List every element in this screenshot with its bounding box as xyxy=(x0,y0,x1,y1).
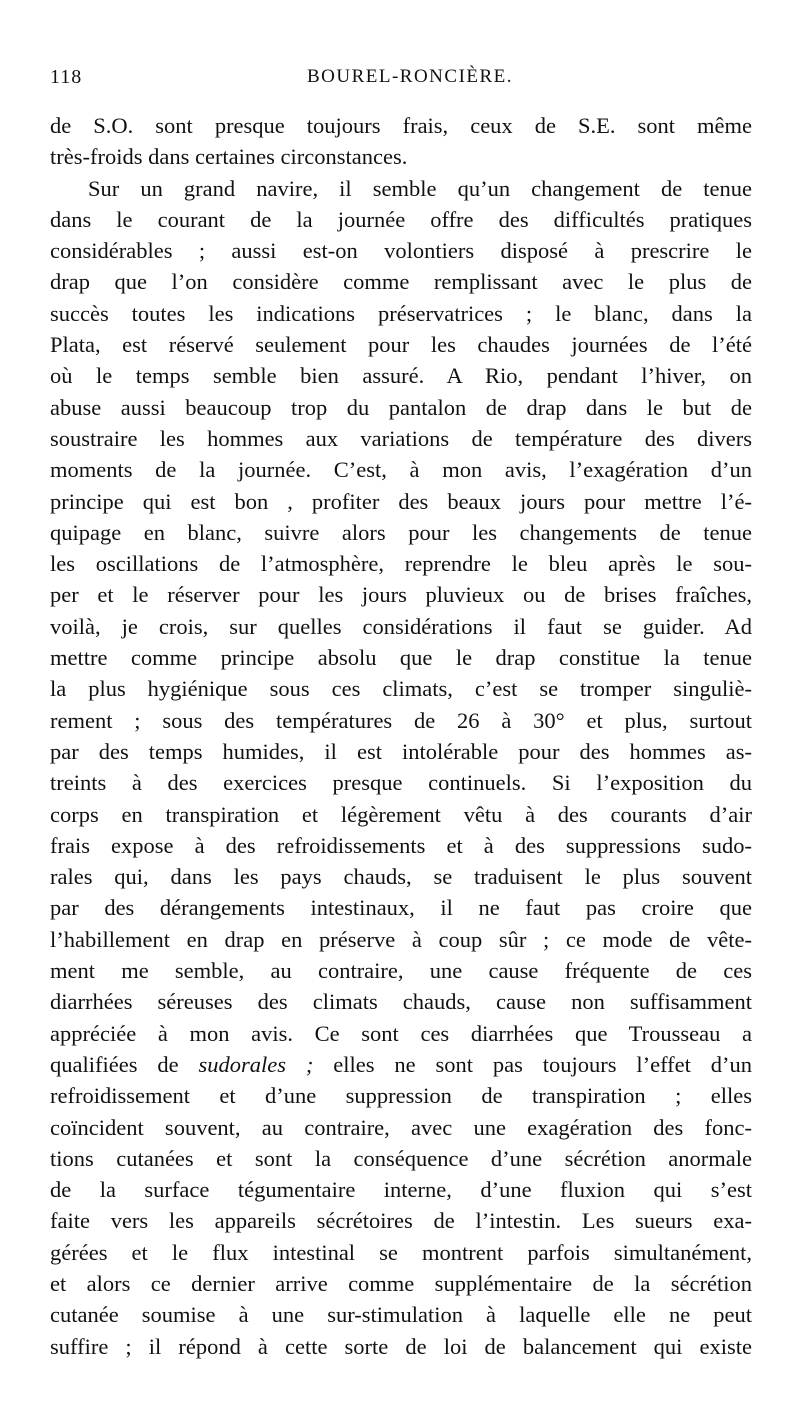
text-line: de S.O. sont presque toujours frais, ceux de S.E. sont même xyxy=(50,113,752,138)
text-line: la plus hygiénique sous ces climats, c’est se tromper singuliè- xyxy=(50,676,752,702)
text-line: quipage en blanc, suivre alors pour les changements de tenue xyxy=(50,519,752,545)
text-line: mettre comme principe absolu que le drap constitue la tenue xyxy=(50,645,752,671)
text-line: principe qui est bon , profiter des beaux jours pour mettre l’é- xyxy=(50,488,752,514)
text-line: rales qui, dans les pays chauds, se traduisent le plus souvent xyxy=(50,864,752,890)
text-line: où le temps semble bien assuré. A Rio, pendant l’hiver, on xyxy=(50,363,752,389)
text-line: suffire ; il répond à cette sorte de loi de balancement qui existe xyxy=(50,1333,752,1359)
text-line: coïncident souvent, au contraire, avec une exagération des fonc- xyxy=(50,1114,752,1140)
text-line: diarrhées séreuses des climats chauds, cause non suffisamment xyxy=(50,989,752,1015)
text-line: corps en transpiration et légèrement vêtu à des courants d’air xyxy=(50,801,752,827)
text-line: les oscillations de l’atmosphère, reprendre le bleu après le sou- xyxy=(50,551,752,577)
text-line: drap que l’on considère comme remplissant avec le plus de xyxy=(50,269,752,295)
text-line: soustraire les hommes aux variations de température des divers xyxy=(50,425,752,451)
text-line: de la surface tégumentaire interne, d’une fluxion qui s’est xyxy=(50,1177,752,1203)
text-line: par des dérangements intestinaux, il ne faut pas croire que xyxy=(50,895,752,921)
text-line: gérées et le flux intestinal se montrent parfois simultanément, xyxy=(50,1239,752,1265)
text-line: par des temps humides, il est intolérable pour des hommes as- xyxy=(50,738,752,764)
page-number: 118 xyxy=(50,66,83,88)
text-line: et alors ce dernier arrive comme supplémentaire de la sécrétion xyxy=(50,1270,752,1296)
text-line: Sur un grand navire, il semble qu’un changement de tenue xyxy=(88,175,752,201)
text-line: considérables ; aussi est-on volontiers disposé à prescrire le xyxy=(50,238,752,264)
text-line: per et le réserver pour les jours pluvieux ou de brises fraîches, xyxy=(50,582,752,608)
text-line: l’habillement en drap en préserve à coup sûr ; ce mode de vête- xyxy=(50,926,752,952)
text-line: faite vers les appareils sécrétoires de l’intestin. Les sueurs exa- xyxy=(50,1208,752,1234)
text-line: abuse aussi beaucoup trop du pantalon de drap dans le but de xyxy=(50,394,752,420)
italic-term: sudorales ; xyxy=(198,1051,314,1077)
text-line: voilà, je crois, sur quelles considérations il faut se guider. Ad xyxy=(50,613,752,639)
text-line: moments de la journée. C’est, à mon avis, l’exagération d’un xyxy=(50,457,752,483)
text-segment: elles ne sont pas toujours l’effet d’un xyxy=(313,1051,752,1077)
text-line: Plata, est réservé seulement pour les chaudes journées de l’été xyxy=(50,332,752,358)
text-line: appréciée à mon avis. Ce sont ces diarrhées que Trousseau a xyxy=(50,1020,752,1046)
text-line: rement ; sous des températures de 26 à 30° et plus, surtout xyxy=(50,707,752,733)
body-text xyxy=(50,110,752,1362)
text-line: très-froids dans certaines circonstances. xyxy=(50,144,408,170)
text-line xyxy=(50,1049,752,1080)
text-line: frais expose à des refroidissements et à des suppressions sudo- xyxy=(50,832,752,858)
text-line: refroidissement et d’une suppression de transpiration ; elles xyxy=(50,1083,752,1109)
text-line: treints à des exercices presque continuels. Si l’exposition du xyxy=(50,770,752,796)
text-line: succès toutes les indications préservatrices ; le blanc, dans la xyxy=(50,300,752,326)
running-head: BOUREL-RONCIÈRE. xyxy=(306,66,514,87)
page-header xyxy=(50,66,770,96)
text-line: tions cutanées et sont la conséquence d’une sécrétion anormale xyxy=(50,1145,752,1171)
text-line: cutanée soumise à une sur-stimulation à laquelle elle ne peut xyxy=(50,1302,752,1328)
text-line: dans le courant de la journée offre des difficultés pratiques xyxy=(50,206,752,232)
text-segment: qualifiées de xyxy=(50,1051,199,1077)
text-line: ment me semble, au contraire, une cause fréquente de ces xyxy=(50,958,752,984)
